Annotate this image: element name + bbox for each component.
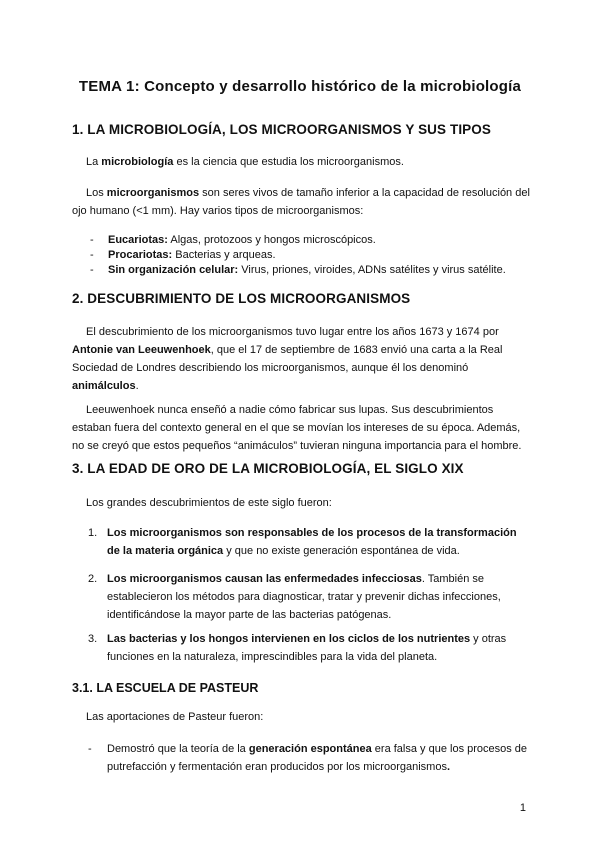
list-item-bold: Las bacterias y los hongos intervienen en los ciclos de los nutrientes bbox=[107, 633, 471, 645]
list-item bbox=[88, 570, 530, 624]
term-microorganismos: microorganismos bbox=[106, 187, 200, 199]
text-run: son seres vivos de tamaño inferior a la capacidad de resolución del ojo humano (<1 mm). Hay varios tipos de microorganismos: bbox=[72, 187, 530, 217]
list-item-text: Virus, priones, viroides, ADNs satélites y virus satélite. bbox=[238, 264, 506, 276]
term-label: Sin organización celular: bbox=[108, 264, 239, 276]
text-run: Los bbox=[86, 187, 107, 199]
text-run: . bbox=[446, 761, 451, 773]
document-title: TEMA 1: Concepto y desarrollo histórico de la microbiología bbox=[78, 78, 522, 95]
section-2-paragraph-1 bbox=[72, 323, 530, 395]
list-item bbox=[90, 232, 530, 248]
section-1-heading: 1. LA MICROBIOLOGÍA, LOS MICROORGANISMOS Y SUS TIPOS bbox=[72, 122, 491, 137]
list-item-text: y otras funciones en la naturaleza, imprescindibles para la vida del planeta. bbox=[107, 633, 507, 663]
list-item-text: Algas, protozoos y hongos microscópicos. bbox=[167, 234, 376, 246]
term-label: Eucariotas: bbox=[108, 234, 168, 246]
section-3-1-heading: 3.1. LA ESCUELA DE PASTEUR bbox=[72, 681, 259, 695]
list-number: 1. bbox=[88, 527, 98, 539]
text-run: era falsa y que los procesos de putrefacción y fermentación eran producidos por los microorganismos bbox=[107, 743, 528, 773]
person-name: Antonie van Leeuwenhoek bbox=[72, 344, 211, 356]
section-2-paragraph-2: Leeuwenhoek nunca enseñó a nadie cómo fabricar sus lupas. Sus descubrimientos estaban fuera del contexto general en el que se movían los intereses de su época. Además, no se creyó que estos pequeños “animáculos” tuvieran ninguna importancia para el hombre. bbox=[72, 404, 522, 452]
list-item bbox=[88, 630, 530, 666]
list-item bbox=[90, 262, 530, 278]
bullet-dash: - bbox=[90, 264, 94, 276]
term-label: Procariotas: bbox=[108, 249, 173, 261]
list-item bbox=[90, 247, 530, 263]
text-run: La bbox=[86, 156, 102, 168]
bullet-dash: - bbox=[90, 234, 94, 246]
bullet-dash: - bbox=[90, 249, 94, 261]
list-item-text: Bacterias y arqueas. bbox=[172, 249, 276, 261]
bullet-dash: - bbox=[88, 743, 92, 755]
term-generacion-espontanea: generación espontánea bbox=[248, 743, 372, 755]
text-run: , que el 17 de septiembre de 1683 envió una carta a la Real Sociedad de Londres describiendo los microorganismos, aunque él los denominó bbox=[72, 344, 503, 374]
list-number: 2. bbox=[88, 573, 98, 585]
list-number: 3. bbox=[88, 633, 98, 645]
section-3-intro: Los grandes descubrimientos de este siglo fueron: bbox=[86, 497, 332, 509]
section-3-1-intro: Las aportaciones de Pasteur fueron: bbox=[86, 711, 264, 723]
text-run: . bbox=[135, 380, 139, 392]
list-item bbox=[88, 524, 530, 560]
section-1-paragraph-2 bbox=[72, 184, 530, 220]
text-run: El descubrimiento de los microorganismos tuvo lugar entre los años 1673 y 1674 por bbox=[86, 326, 499, 338]
section-1-paragraph-1 bbox=[72, 153, 530, 171]
section-3-heading: 3. LA EDAD DE ORO DE LA MICROBIOLOGÍA, EL SIGLO XIX bbox=[72, 461, 464, 476]
page-number: 1 bbox=[519, 802, 526, 814]
term-animalculos: animálculos bbox=[72, 380, 136, 392]
term-microbiologia: microbiología bbox=[101, 156, 174, 168]
text-run: es la ciencia que estudia los microorganismos. bbox=[173, 156, 404, 168]
list-item-bold: Los microorganismos causan las enfermedades infecciosas bbox=[107, 573, 422, 585]
list-item-bold: Los microorganismos son responsables de los procesos de la transformación de la materia orgánica bbox=[107, 527, 517, 557]
list-item-text: . También se establecieron los métodos para diagnosticar, tratar y prevenir dichas infecciones, identificándose la mayor parte de las bacterias patógenas. bbox=[107, 573, 501, 621]
text-run: Demostró que la teoría de la bbox=[107, 743, 249, 755]
list-item bbox=[88, 740, 530, 776]
list-item-text: y que no existe generación espontánea de vida. bbox=[223, 545, 460, 557]
section-2-heading: 2. DESCUBRIMIENTO DE LOS MICROORGANISMOS bbox=[72, 291, 411, 306]
